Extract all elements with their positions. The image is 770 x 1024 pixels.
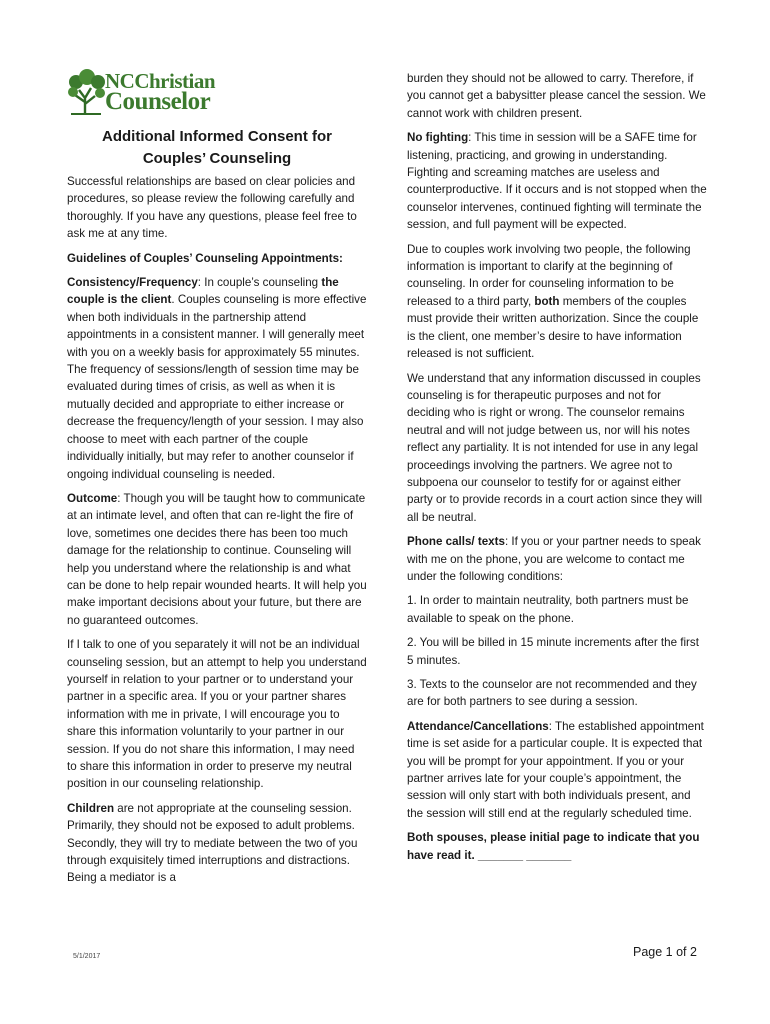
children-paragraph-continued: burden they should not be allowed to carry. Therefore, if you cannot get a babysitter please cancel the session. We cannot work with children present. bbox=[407, 72, 706, 120]
outcome-text: : Though you will be taught how to communicate at an intimate level, and often that can re-light the fire of love, sometimes one decides there has been too much damage for the relationship to continue. Counseling will help you understand where the relationship is and what can be done to help repair wounded hearts. It will help you make important decisions about your future, but there are no guaranteed outcomes. bbox=[67, 491, 367, 627]
fighting-text: : This time in session will be a SAFE time for listening, practicing, and growing in understanding. Fighting and screaming matches are useless and counterproductive. If it occurs and is not stopped when the counselor intervenes, continued fighting will terminate the session, and full payment will be expected. bbox=[407, 131, 707, 232]
attendance-label: Attendance/Cancellations bbox=[407, 719, 549, 733]
left-column bbox=[67, 173, 367, 894]
intro-paragraph: Successful relationships are based on clear policies and procedures, so please review the following carefully and thoroughly. If you have any questions, please feel free to ask me at any time. bbox=[67, 175, 357, 241]
phone-label: Phone calls/ texts bbox=[407, 535, 505, 549]
children-label: Children bbox=[67, 801, 115, 815]
phone-condition-1: 1. In order to maintain neutrality, both partners must be available to speak on the phone. bbox=[407, 594, 689, 625]
consistency-label: Consistency/Frequency bbox=[67, 276, 198, 290]
logo bbox=[67, 66, 227, 118]
consistency-text-1: : In couple’s counseling bbox=[197, 276, 322, 290]
outcome-paragraph bbox=[67, 490, 367, 629]
guidelines-heading-text: Guidelines of Couples’ Counseling Appointments: bbox=[67, 251, 343, 265]
title-line-2: Couples’ Counseling bbox=[142, 150, 292, 167]
phone-condition-3: 3. Texts to the counselor are not recommended and they are for both partners to see during a session. bbox=[407, 678, 697, 709]
consistency-bold: the couple is the client bbox=[67, 276, 339, 307]
initial-instruction bbox=[407, 829, 707, 864]
fighting-paragraph bbox=[407, 129, 707, 233]
footer-date: 5/1/2017 bbox=[73, 953, 101, 960]
phone-condition-2: 2. You will be billed in 15 minute increments after the first 5 minutes. bbox=[407, 636, 699, 667]
release-text-2: members of the couples must provide their written authorization. Since the couple is the client, one member’s desire to have information released is not sufficient. bbox=[407, 294, 699, 361]
logo-wordmark-line2: Counselor bbox=[105, 88, 211, 115]
guidelines-heading bbox=[67, 250, 367, 267]
outcome-label: Outcome bbox=[67, 491, 118, 505]
document-title bbox=[67, 126, 367, 170]
attendance-text: : The established appointment time is set aside for a particular couple. It is expected that you will be prompt for your appointment. If you or your partner arrives late for your couple’s appointment, the session will only start with both individuals present, and the session will still end at the regularly scheduled time. bbox=[407, 719, 704, 820]
legal-paragraph: We understand that any information discussed in couples counseling is for therapeutic purposes and not for deciding who is right or wrong. The counselor remains neutral and will not judge between us, nor will his notes reflect any partiality. It is not intended for use in any legal proceedings involving the partners. We agree not to subpoena our counselor to testify for or against either party or to provide records in a court action since they will all be neutral. bbox=[407, 371, 703, 524]
right-column bbox=[407, 70, 707, 871]
fighting-label: No fighting bbox=[407, 131, 469, 145]
tree-icon bbox=[67, 68, 107, 116]
phone-paragraph bbox=[407, 533, 707, 585]
individual-paragraph: If I talk to one of you separately it will not be an individual counseling session, but an attempt to help you understand yourself in relation to your partner or to understand your partner in a specific area. If you or your partner shares information with me in private, I will encourage you to share this information voluntarily to your partner in our session. If you do not share this information, I may need to share this information in order to preserve my neutral position in our counseling relationship. bbox=[67, 638, 367, 791]
release-text-1: Due to couples work involving two people, the following information is important to clarify at the beginning of counseling. In order for counseling information to be released to a third party, bbox=[407, 242, 691, 308]
release-bold: both bbox=[534, 294, 560, 308]
consistency-paragraph bbox=[67, 274, 367, 483]
consistency-text-2: . Couples counseling is more effective when both individuals in the partnership attend appointments in a consistent manner. I will generally meet with you on a weekly basis for approximately 55 minutes. The frequency of sessions/length of session time may be evaluated during times of crisis, as well as when it is mutually decided and appropriate to either increase or decrease the frequency/length of your session. I may also choose to meet with each partner of the couple individually initially, but may refer to another counselor if ongoing individual counseling is needed. bbox=[67, 293, 367, 481]
attendance-paragraph bbox=[407, 718, 707, 822]
title-line-1: Additional Informed Consent for bbox=[102, 128, 332, 145]
phone-text: : If you or your partner needs to speak with me on the phone, you are welcome to contact me under the following conditions: bbox=[407, 535, 701, 583]
release-paragraph bbox=[407, 241, 707, 363]
children-paragraph bbox=[67, 800, 367, 887]
logo-wordmark-line1: NCChristian bbox=[105, 69, 216, 93]
page-number: Page 1 of 2 bbox=[633, 945, 697, 959]
initial-instruction-text: Both spouses, please initial page to indicate that you have read it. _______ _______ bbox=[407, 831, 700, 862]
children-text: are not appropriate at the counseling session. Primarily, they should not be exposed to adult problems. Secondly, they will try to mediate between the two of you through exquisitely timed interruptions and distractions. Being a mediator is a bbox=[67, 801, 358, 885]
